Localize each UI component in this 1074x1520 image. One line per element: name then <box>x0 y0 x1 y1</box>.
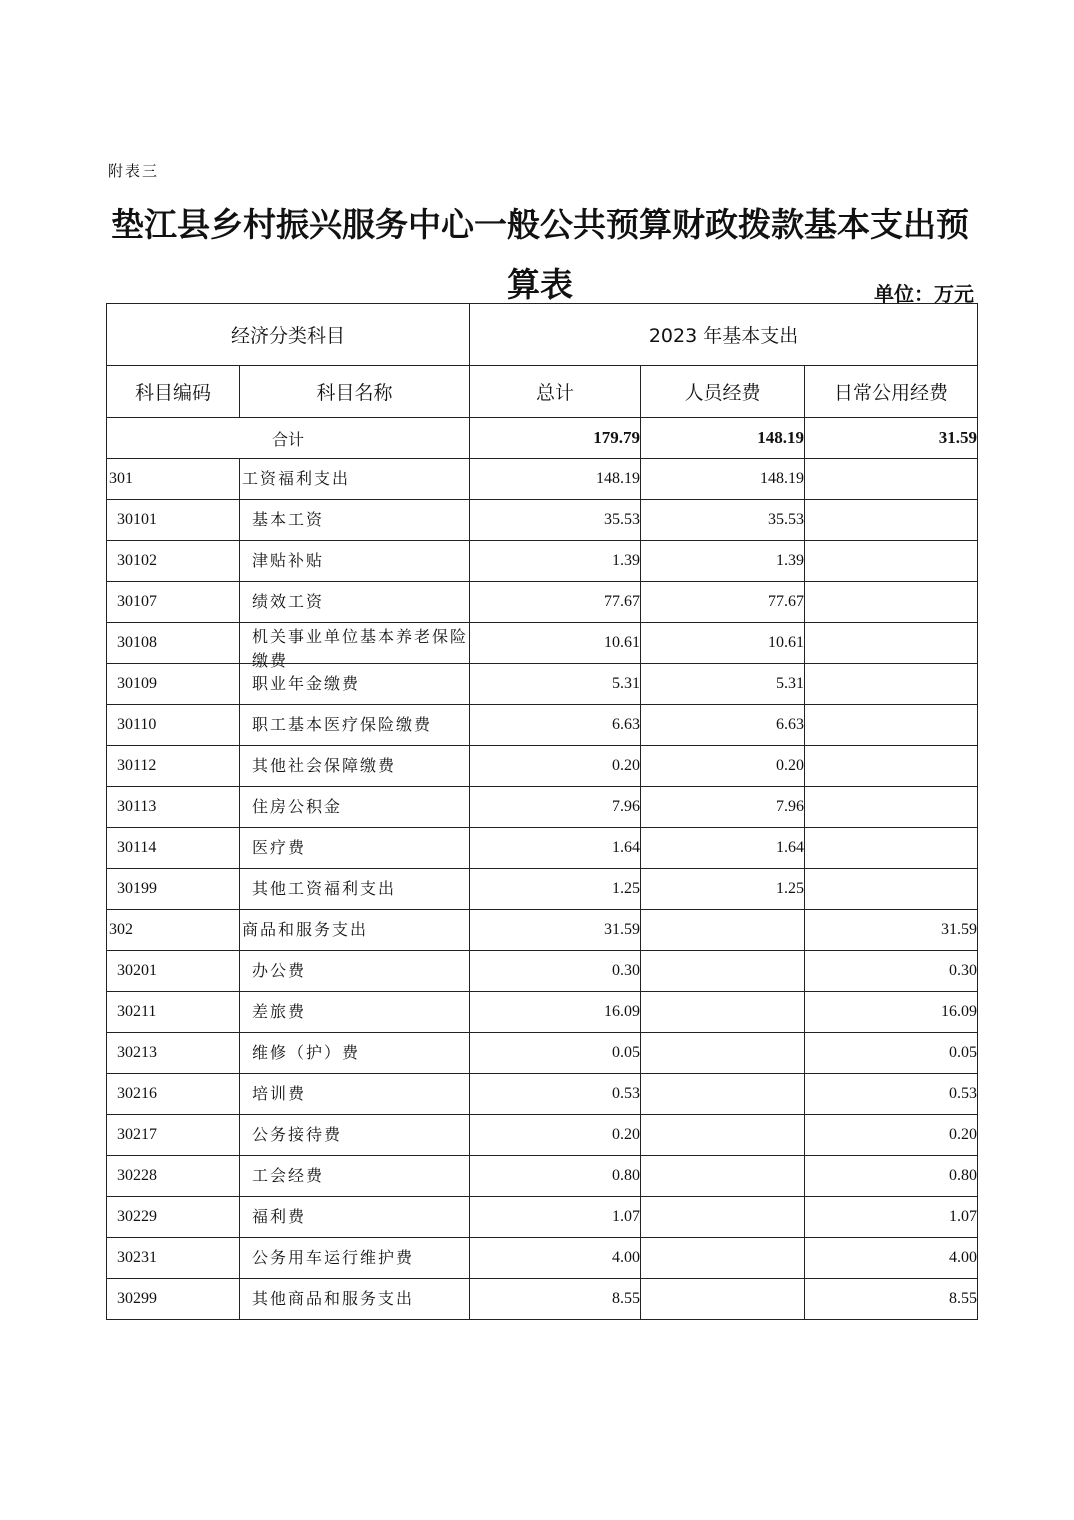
row-name-cell <box>240 1279 470 1320</box>
row-code: 302 <box>107 910 240 951</box>
row-code: 30101 <box>107 500 240 541</box>
table-row <box>107 746 978 787</box>
row-total: 10.61 <box>470 623 641 664</box>
row-name: 职工基本医疗保险缴费 <box>252 715 433 734</box>
row-total: 0.05 <box>470 1033 641 1074</box>
row-public <box>805 459 978 500</box>
row-personnel: 1.64 <box>641 828 805 869</box>
row-name: 住房公积金 <box>252 797 343 816</box>
row-public <box>805 869 978 910</box>
table-row <box>107 541 978 582</box>
table-row <box>107 869 978 910</box>
row-code: 30112 <box>107 746 240 787</box>
row-public: 1.07 <box>805 1197 978 1238</box>
row-personnel <box>641 951 805 992</box>
row-name: 公务接待费 <box>252 1125 343 1144</box>
row-name: 办公费 <box>252 961 307 980</box>
row-code: 30217 <box>107 1115 240 1156</box>
row-public <box>805 828 978 869</box>
header-total: 总计 <box>470 366 641 418</box>
row-total: 4.00 <box>470 1238 641 1279</box>
row-public: 31.59 <box>805 910 978 951</box>
row-personnel: 10.61 <box>641 623 805 664</box>
row-name: 其他社会保障缴费 <box>252 756 397 775</box>
row-total: 5.31 <box>470 664 641 705</box>
row-public: 0.30 <box>805 951 978 992</box>
row-personnel <box>641 1197 805 1238</box>
row-personnel <box>641 1156 805 1197</box>
row-total: 7.96 <box>470 787 641 828</box>
row-name-cell <box>240 459 470 500</box>
row-public: 8.55 <box>805 1279 978 1320</box>
row-name: 福利费 <box>252 1207 307 1226</box>
row-personnel <box>641 1279 805 1320</box>
row-public: 4.00 <box>805 1238 978 1279</box>
row-total: 0.53 <box>470 1074 641 1115</box>
row-total: 1.25 <box>470 869 641 910</box>
row-personnel: 6.63 <box>641 705 805 746</box>
row-total: 31.59 <box>470 910 641 951</box>
row-name-cell <box>240 951 470 992</box>
table-row <box>107 1197 978 1238</box>
row-name-cell <box>240 869 470 910</box>
row-code: 30110 <box>107 705 240 746</box>
row-personnel: 7.96 <box>641 787 805 828</box>
row-name: 职业年金缴费 <box>252 674 361 693</box>
row-name-cell <box>240 787 470 828</box>
row-code: 30108 <box>107 623 240 664</box>
header-category-group: 经济分类科目 <box>107 304 470 366</box>
row-total: 0.20 <box>470 1115 641 1156</box>
row-name: 培训费 <box>252 1084 307 1103</box>
row-personnel <box>641 910 805 951</box>
row-name-cell <box>240 1115 470 1156</box>
table-row <box>107 992 978 1033</box>
row-name-cell <box>240 910 470 951</box>
row-total: 1.07 <box>470 1197 641 1238</box>
row-public: 0.05 <box>805 1033 978 1074</box>
row-code: 30201 <box>107 951 240 992</box>
row-name-cell <box>240 828 470 869</box>
row-name: 机关事业单位基本养老保险缴费 <box>252 627 469 670</box>
row-public: 0.53 <box>805 1074 978 1115</box>
table-row <box>107 1279 978 1320</box>
row-public: 16.09 <box>805 992 978 1033</box>
row-name-cell <box>240 746 470 787</box>
row-name-cell <box>240 1197 470 1238</box>
row-code: 301 <box>107 459 240 500</box>
row-public: 0.80 <box>805 1156 978 1197</box>
row-name-cell <box>240 664 470 705</box>
row-public <box>805 705 978 746</box>
row-code: 30211 <box>107 992 240 1033</box>
row-name: 公务用车运行维护费 <box>252 1248 415 1267</box>
row-public <box>805 623 978 664</box>
table-row <box>107 787 978 828</box>
table-row <box>107 828 978 869</box>
row-name-cell <box>240 705 470 746</box>
row-public <box>805 582 978 623</box>
row-total: 6.63 <box>470 705 641 746</box>
table-row <box>107 623 978 664</box>
budget-table <box>106 303 978 1320</box>
row-code: 30109 <box>107 664 240 705</box>
unit-label: 单位：万元 <box>874 282 974 306</box>
row-personnel: 0.20 <box>641 746 805 787</box>
table-row <box>107 664 978 705</box>
total-label: 合计 <box>107 418 470 459</box>
row-name: 基本工资 <box>252 510 325 529</box>
row-code: 30107 <box>107 582 240 623</box>
row-total: 0.80 <box>470 1156 641 1197</box>
row-name-cell <box>240 582 470 623</box>
total-public: 31.59 <box>805 418 978 459</box>
row-name: 商品和服务支出 <box>242 920 369 939</box>
row-public <box>805 664 978 705</box>
row-name-cell <box>240 500 470 541</box>
row-name-cell <box>240 992 470 1033</box>
row-total: 148.19 <box>470 459 641 500</box>
table-row <box>107 705 978 746</box>
row-personnel: 77.67 <box>641 582 805 623</box>
row-name: 医疗费 <box>252 838 307 857</box>
header-year-group: 2023 年基本支出 <box>470 304 978 366</box>
row-personnel: 1.39 <box>641 541 805 582</box>
row-code: 30299 <box>107 1279 240 1320</box>
row-name: 维修（护）费 <box>252 1043 361 1062</box>
row-total: 1.39 <box>470 541 641 582</box>
row-code: 30213 <box>107 1033 240 1074</box>
total-personnel: 148.19 <box>641 418 805 459</box>
row-personnel <box>641 1115 805 1156</box>
row-total: 0.30 <box>470 951 641 992</box>
row-name-cell <box>240 1074 470 1115</box>
row-total: 0.20 <box>470 746 641 787</box>
row-code: 30102 <box>107 541 240 582</box>
row-personnel: 35.53 <box>641 500 805 541</box>
row-total: 77.67 <box>470 582 641 623</box>
table-row <box>107 1238 978 1279</box>
row-name-cell <box>240 623 470 670</box>
row-name-cell <box>240 1238 470 1279</box>
attachment-label: 附表三 <box>108 162 160 180</box>
row-code: 30231 <box>107 1238 240 1279</box>
header-code: 科目编码 <box>107 366 240 418</box>
row-name-cell <box>240 541 470 582</box>
header-public: 日常公用经费 <box>805 366 978 418</box>
row-public <box>805 500 978 541</box>
total-total: 179.79 <box>470 418 641 459</box>
row-name: 工会经费 <box>252 1166 325 1185</box>
row-code: 30113 <box>107 787 240 828</box>
header-personnel: 人员经费 <box>641 366 805 418</box>
row-name: 其他商品和服务支出 <box>252 1289 415 1308</box>
row-public: 0.20 <box>805 1115 978 1156</box>
row-code: 30229 <box>107 1197 240 1238</box>
row-code: 30228 <box>107 1156 240 1197</box>
table-row <box>107 1074 978 1115</box>
row-name: 工资福利支出 <box>242 469 351 488</box>
row-public <box>805 787 978 828</box>
row-public <box>805 746 978 787</box>
table-row <box>107 951 978 992</box>
row-personnel <box>641 1033 805 1074</box>
row-code: 30199 <box>107 869 240 910</box>
row-personnel <box>641 1074 805 1115</box>
table-row <box>107 1115 978 1156</box>
table-row <box>107 910 978 951</box>
row-code: 30216 <box>107 1074 240 1115</box>
table-row <box>107 459 978 500</box>
total-row <box>107 418 978 459</box>
row-name: 其他工资福利支出 <box>252 879 397 898</box>
row-name: 差旅费 <box>252 1002 307 1021</box>
table-row <box>107 582 978 623</box>
row-name: 津贴补贴 <box>252 551 325 570</box>
row-personnel: 1.25 <box>641 869 805 910</box>
header-name: 科目名称 <box>240 366 470 418</box>
row-personnel: 5.31 <box>641 664 805 705</box>
row-code: 30114 <box>107 828 240 869</box>
row-name-cell <box>240 1033 470 1074</box>
row-total: 16.09 <box>470 992 641 1033</box>
row-personnel <box>641 992 805 1033</box>
table-row <box>107 500 978 541</box>
page-title: 垫江县乡村振兴服务中心一般公共预算财政拨款基本支出预算表 <box>111 205 969 304</box>
row-personnel: 148.19 <box>641 459 805 500</box>
table-row <box>107 1033 978 1074</box>
row-personnel <box>641 1238 805 1279</box>
row-name: 绩效工资 <box>252 592 325 611</box>
row-total: 35.53 <box>470 500 641 541</box>
table-row <box>107 1156 978 1197</box>
row-name-cell <box>240 1156 470 1197</box>
row-total: 8.55 <box>470 1279 641 1320</box>
row-total: 1.64 <box>470 828 641 869</box>
row-public <box>805 541 978 582</box>
